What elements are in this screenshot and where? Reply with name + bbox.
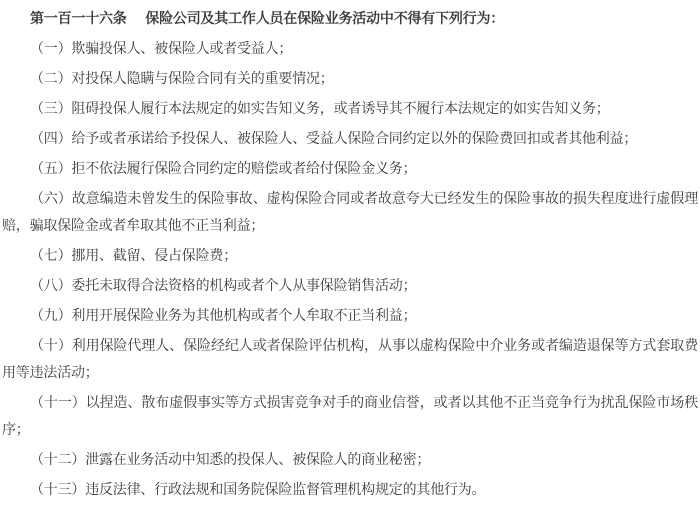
clause-item-8: （八）委托未取得合法资格的机构或者个人从事保险销售活动；: [30, 278, 417, 294]
article-number: 第一百一十六条: [30, 11, 127, 27]
clause-item-12: （十二）泄露在业务活动中知悉的投保人、被保险人的商业秘密；: [30, 452, 431, 468]
clause-item-4: （四）给予或者承诺给予投保人、被保险人、受益人保险合同约定以外的保险费回扣或者其他利益；: [30, 131, 638, 147]
clause-item-13: （十三）违反法律、行政法规和国务院保险监督管理机构规定的其他行为。: [30, 482, 486, 498]
clause-item-11: （十一）以捏造、散布虚假事实等方式损害竞争对手的商业信誉，或者以其他不正当竞争行为扰乱保险市场秩序；: [2, 395, 698, 438]
article-heading: [2, 6, 698, 33]
article-heading-text: 保险公司及其工作人员在保险业务活动中不得有下列行为：: [145, 11, 505, 27]
clause-item-3: （三）阻碍投保人履行本法规定的如实告知义务，或者诱导其不履行本法规定的如实告知义务；: [30, 101, 610, 117]
clause-item-5: （五）拒不依法履行保险合同约定的赔偿或者给付保险金义务；: [30, 161, 417, 177]
clause-item-2: （二）对投保人隐瞒与保险合同有关的重要情况；: [30, 71, 334, 87]
clause-item-9: （九）利用开展保险业务为其他机构或者个人牟取不正当利益；: [30, 308, 417, 324]
clause-item-7: （七）挪用、截留、侵占保险费；: [30, 248, 237, 264]
clause-item-6: （六）故意编造未曾发生的保险事故、虚构保险合同或者故意夸大已经发生的保险事故的损失程度进行虚假理赔，骗取保险金或者牟取其他不正当利益；: [2, 191, 698, 234]
clause-item-10: （十）利用保险代理人、保险经纪人或者保险评估机构，从事以虚构保险中介业务或者编造退保等方式套取费用等违法活动；: [2, 338, 698, 381]
clause-item-1: （一）欺骗投保人、被保险人或者受益人；: [30, 41, 293, 57]
